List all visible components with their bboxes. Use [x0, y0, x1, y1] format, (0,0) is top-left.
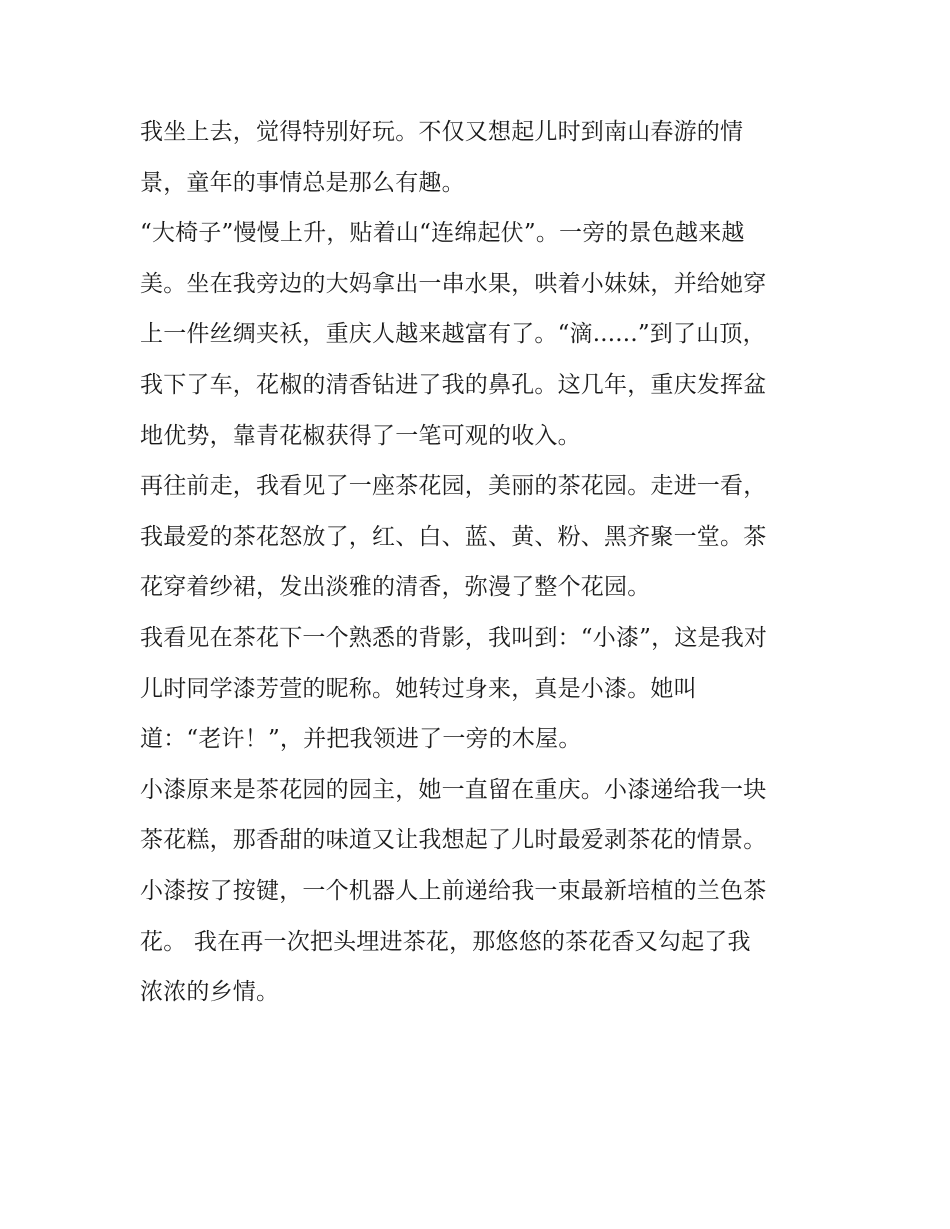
text-line: 小漆按了按键，一个机器人上前递给我一束最新培植的兰色茶	[140, 877, 767, 904]
text-line: 我看见在茶花下一个熟悉的背影，我叫到：“小漆”，这是我对	[140, 624, 768, 651]
text-line: 浓浓的乡情。	[140, 979, 280, 1006]
text-line: 我坐上去，觉得特别好玩。不仅又想起儿时到南山春游的情	[140, 119, 744, 145]
essay-text	[140, 107, 820, 1018]
text-line: 小漆原来是茶花园的园主，她一直留在重庆。小漆递给我一块	[140, 776, 767, 803]
text-line: 道：“老许！”，并把我领进了一旁的木屋。	[140, 726, 582, 753]
text-line: 花。 我在再一次把头埋进茶花，那悠悠的茶花香又勾起了我	[140, 928, 751, 955]
text-line: 上一件丝绸夹袄，重庆人越来越富有了。“滴......”到了山顶，	[140, 321, 766, 348]
text-line: 美。坐在我旁边的大妈拿出一串水果，哄着小妹妹，并给她穿	[140, 270, 767, 297]
text-line: 花穿着纱裙，发出淡雅的清香，弥漫了整个花园。	[140, 574, 651, 601]
text-line: 茶花糕，那香甜的味道又让我想起了儿时最爱剥茶花的情景。	[140, 827, 767, 854]
text-line: 儿时同学漆芳萱的昵称。她转过身来，真是小漆。她叫	[140, 675, 697, 702]
text-line: 地优势，靠青花椒获得了一笔可观的收入。	[140, 422, 581, 449]
text-line: 我下了车，花椒的清香钻进了我的鼻孔。这几年，重庆发挥盆	[140, 371, 767, 398]
text-line: 景，童年的事情总是那么有趣。	[140, 169, 465, 196]
text-line: “大椅子”慢慢上升，贴着山“连绵起伏”。一旁的景色越来越	[140, 220, 745, 247]
text-line: 再往前走，我看见了一座茶花园，美丽的茶花园。走进一看，	[140, 473, 767, 500]
text-line: 我最爱的茶花怒放了，红、白、蓝、黄、粉、黑齐聚一堂。茶	[140, 523, 767, 550]
